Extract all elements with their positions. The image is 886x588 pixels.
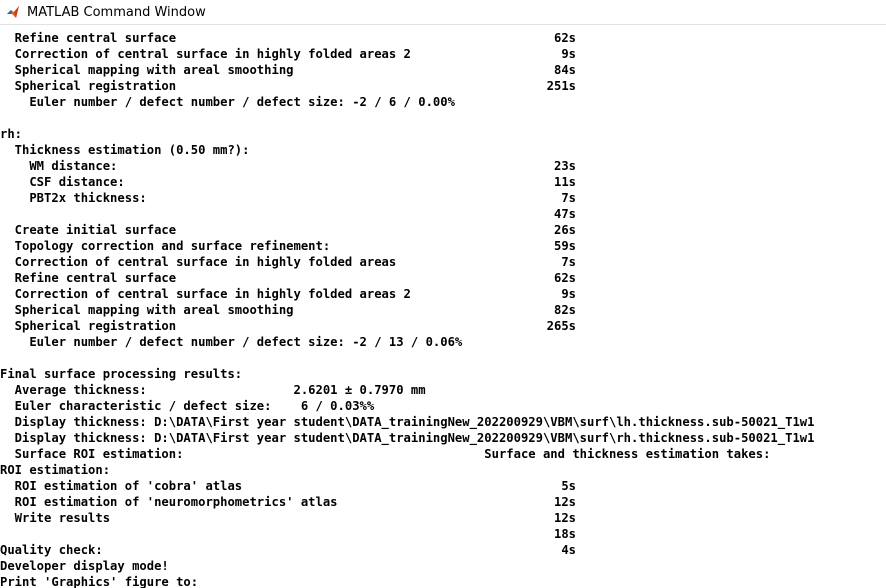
console-line-time: 265s bbox=[546, 319, 576, 333]
console-line-time: 11s bbox=[553, 175, 576, 189]
console-line: Spherical mapping with areal smoothing bbox=[0, 63, 294, 77]
console-line-time: 7s bbox=[561, 255, 576, 269]
console-line: Thickness estimation (0.50 mm?): bbox=[0, 143, 250, 157]
console-line: Display thickness: D:\DATA\First year student\DATA_trainingNew_202200929\VBM\surf\rh.thickness.sub-50021_T1w1 bbox=[0, 431, 815, 445]
console-line: Correction of central surface in highly folded areas 2 bbox=[0, 47, 411, 61]
console-line-time: 7s bbox=[561, 191, 576, 205]
console-line-time: 62s bbox=[553, 31, 576, 45]
console-line: rh: bbox=[0, 127, 23, 141]
matlab-logo-icon bbox=[6, 5, 20, 19]
console-line: Correction of central surface in highly folded areas 2 bbox=[0, 287, 411, 301]
console-line: Spherical registration bbox=[0, 319, 177, 333]
console-line: Write results bbox=[0, 511, 111, 525]
console-line-time: 18s bbox=[553, 527, 576, 541]
console-line: ROI estimation of 'cobra' atlas bbox=[0, 479, 243, 493]
console-line: Euler number / defect number / defect size: -2 / 6 / 0.00% bbox=[0, 95, 455, 109]
console-line-time: 84s bbox=[553, 63, 576, 77]
window-title: MATLAB Command Window bbox=[27, 4, 206, 20]
console-line-time: 26s bbox=[553, 223, 576, 237]
console-line-time: 9s bbox=[561, 287, 576, 301]
title-bar bbox=[0, 0, 886, 25]
console-line-time: 4s bbox=[561, 543, 576, 557]
console-line: Surface ROI estimation: Surface and thickness estimation takes: bbox=[0, 447, 771, 461]
console-line: Final surface processing results: bbox=[0, 367, 243, 381]
console-line: Spherical registration bbox=[0, 79, 177, 93]
console-line-time: 59s bbox=[553, 239, 576, 253]
console-line-time: 12s bbox=[553, 511, 576, 525]
console-line: Developer display mode! bbox=[0, 559, 169, 573]
console-line: Print 'Graphics' figure to: bbox=[0, 575, 199, 588]
console-line-time: 62s bbox=[553, 271, 576, 285]
console-line: Euler number / defect number / defect size: -2 / 13 / 0.06% bbox=[0, 335, 463, 349]
console-line: Refine central surface bbox=[0, 271, 177, 285]
console-line: PBT2x thickness: bbox=[0, 191, 147, 205]
console-line: ROI estimation: bbox=[0, 463, 111, 477]
console-line: Refine central surface bbox=[0, 31, 177, 45]
command-window-output[interactable] bbox=[0, 28, 886, 588]
console-line-time: 12s bbox=[553, 495, 576, 509]
console-line-time: 9s bbox=[561, 47, 576, 61]
console-line: Create initial surface bbox=[0, 223, 177, 237]
console-line-time: 251s bbox=[546, 79, 576, 93]
console-line: ROI estimation of 'neuromorphometrics' atlas bbox=[0, 495, 338, 509]
console-line: Quality check: bbox=[0, 543, 103, 557]
console-line: Spherical mapping with areal smoothing bbox=[0, 303, 294, 317]
console-line: WM distance: bbox=[0, 159, 118, 173]
console-line: Average thickness: 2.6201 ± 0.7970 mm bbox=[0, 383, 426, 397]
console-line: Euler characteristic / defect size: 6 / 0.03%% bbox=[0, 399, 375, 413]
console-line-time: 23s bbox=[553, 159, 576, 173]
console-line-time: 5s bbox=[561, 479, 576, 493]
console-line-time: 47s bbox=[553, 207, 576, 221]
console-line: CSF distance: bbox=[0, 175, 125, 189]
console-line-time: 82s bbox=[553, 303, 576, 317]
console-line: Correction of central surface in highly folded areas bbox=[0, 255, 397, 269]
console-line: Display thickness: D:\DATA\First year student\DATA_trainingNew_202200929\VBM\surf\lh.thickness.sub-50021_T1w1 bbox=[0, 415, 815, 429]
console-line: Topology correction and surface refinement: bbox=[0, 239, 331, 253]
